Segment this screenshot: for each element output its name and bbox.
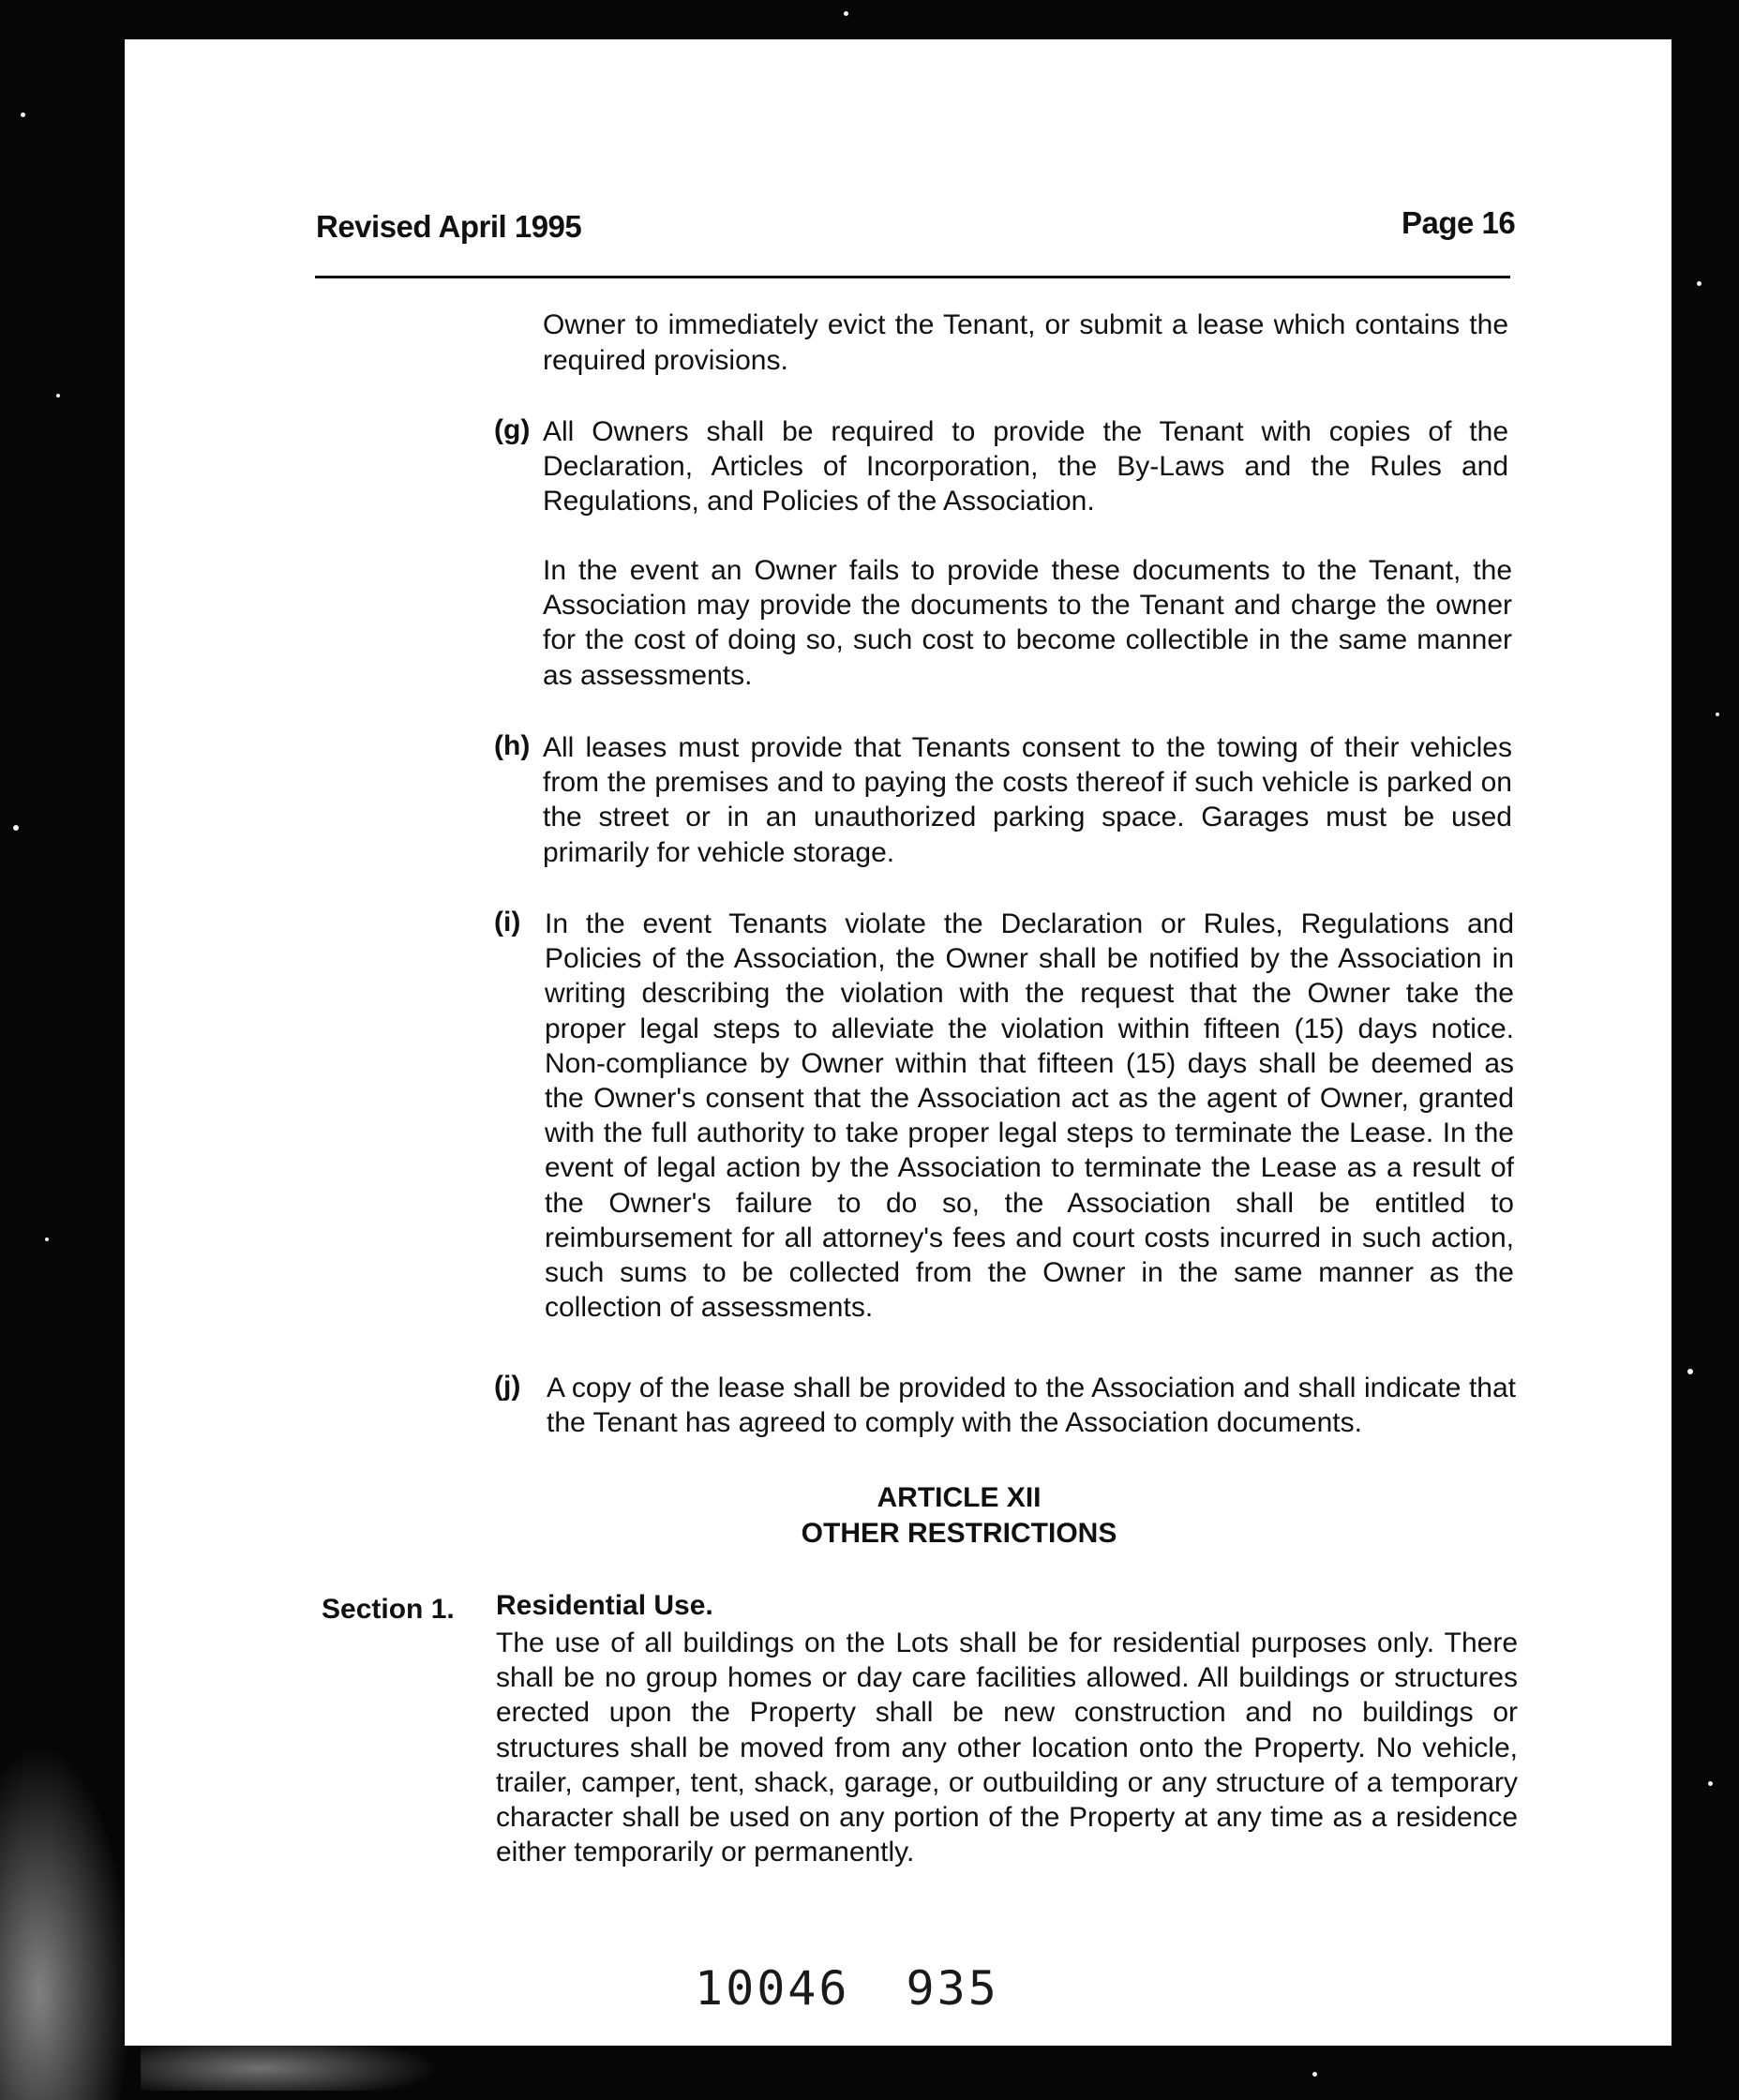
stamp-book-number: 10046 xyxy=(695,1961,850,2016)
stamp-page-number: 935 xyxy=(906,1961,999,2016)
scan-speck xyxy=(1312,2072,1317,2077)
item-g-paragraph-2: In the event an Owner fails to provide these documents to the Tenant, the Association may provide the documents to the Tenant and charge the owner for the cost of doing so, such cost to become collectible in the same manner as assessments. xyxy=(543,555,1512,691)
scan-speck xyxy=(1697,281,1702,286)
section-title: Residential Use. xyxy=(496,1590,713,1621)
item-h-paragraph: All leases must provide that Tenants consent to the towing of their vehicles from the premises and to paying the costs thereof if such vehicle is parked on the street or in an unauthorized parking space. Garages must be used primarily for vehicle storage. xyxy=(543,732,1512,868)
scan-speck xyxy=(844,11,848,16)
recording-stamp xyxy=(695,1961,999,2016)
document-page xyxy=(125,39,1672,2046)
item-i-paragraph: In the event Tenants violate the Declaration or Rules, Regulations and Policies of the Association, the Owner shall be notified by the Association in writing describing the violation with the request that the Owner take the proper legal steps to alleviate the violation within fifteen (15) days notice. Non-compliance by Owner within that fifteen (15) days shall be deemed as the Owner's consent that the Association act as the agent of Owner, granted with the full authority to take proper legal steps to terminate the Lease. In the event of legal action by the Association to terminate the Lease as a result of the Owner's failure to do so, the Association shall be entitled to reimbursement for all attorney's fees and court costs incurred in such action, such sums to be collected from the Owner in the same manner as the collection of assessments. xyxy=(545,908,1514,1324)
section-paragraph: The use of all buildings on the Lots shall be for residential purposes only. There shall be no group homes or day care facilities allowed. All buildings or structures erected upon the Property shall be new construction and no buildings or structures shall be moved from any other location onto the Property. No vehicle, trailer, camper, tent, shack, garage, or outbuilding or any structure of a temporary character shall be used on any portion of the Property at any time as a residence either temporarily or permanently. xyxy=(496,1628,1518,1868)
revision-date: Revised April 1995 xyxy=(316,209,582,244)
item-g-label: (g) xyxy=(494,414,531,445)
scan-speck xyxy=(1687,1369,1693,1374)
item-i-label: (i) xyxy=(494,907,521,938)
section-label: Section 1. xyxy=(322,1594,455,1625)
scan-speck xyxy=(56,394,60,398)
page-number: Page 16 xyxy=(1402,205,1516,240)
scan-speck xyxy=(45,1238,49,1241)
header-divider xyxy=(315,276,1510,278)
scan-speck xyxy=(21,112,25,117)
scan-smudge xyxy=(0,1744,131,2100)
article-title: OTHER RESTRICTIONS xyxy=(801,1518,1117,1549)
item-j-label: (j) xyxy=(494,1371,521,1402)
item-g-paragraph: All Owners shall be required to provide the Tenant with copies of the Declaration, Articles of Incorporation, the By-Laws and the Rules and Regulations, and Policies of the Association. xyxy=(543,416,1508,518)
item-j-paragraph: A copy of the lease shall be provided to the Association and shall indicate that the Tenant has agreed to comply with the Association documents. xyxy=(547,1372,1516,1439)
article-number: ARTICLE XII xyxy=(877,1482,1042,1513)
scan-speck xyxy=(1716,712,1719,716)
item-h-label: (h) xyxy=(494,730,531,761)
scan-speck xyxy=(13,825,19,831)
scan-speck xyxy=(1708,1781,1713,1786)
continuation-paragraph: Owner to immediately evict the Tenant, or submit a lease which contains the required provisions. xyxy=(543,309,1508,376)
